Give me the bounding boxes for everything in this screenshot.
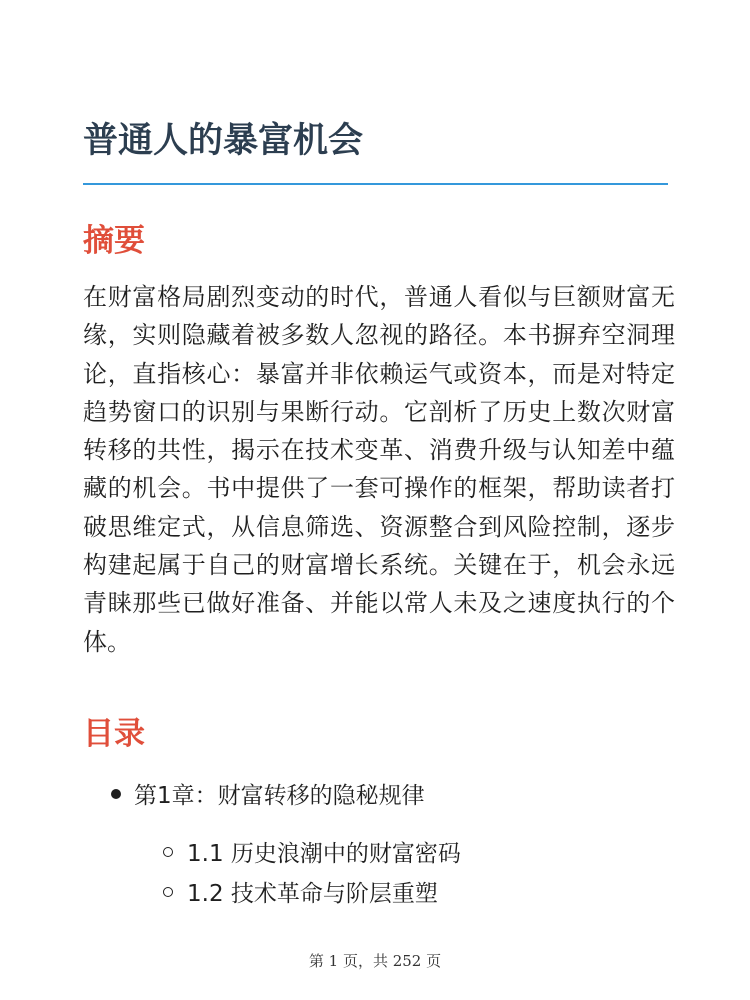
circle-bullet-icon	[163, 847, 173, 857]
toc-section-1-1	[163, 836, 461, 872]
bullet-icon	[111, 789, 121, 799]
circle-bullet-icon	[163, 887, 173, 897]
summary-paragraph: 在财富格局剧烈变动的时代，普通人看似与巨额财富无缘，实则隐藏着被多数人忽视的路径。本书摒弃空洞理论，直指核心：暴富并非依赖运气或资本，而是对特定趋势窗口的识别与果断行动。它剖析了历史上数次财富转移的共性，揭示在技术变革、消费升级与认知差中蕴藏的机会。书中提供了一套可操作的框架，帮助读者打破思维定式，从信息筛选、资源整合到风险控制，逐步构建起属于自己的财富增长系统。关键在于，机会永远青睐那些已做好准备、并能以常人未及之速度执行的个体。	[83, 283, 675, 656]
toc-section-label: 1.2 技术革命与阶层重塑	[187, 881, 438, 907]
toc-section-1-2	[163, 876, 438, 912]
summary-heading: 摘要	[83, 223, 145, 259]
toc-heading: 目录	[83, 716, 145, 752]
toc-chapter-1	[111, 778, 425, 814]
page-title: 普通人的暴富机会	[83, 121, 364, 161]
page-footer: 第 1 页，共 252 页	[308, 952, 442, 970]
title-divider	[83, 183, 668, 185]
toc-chapter-label: 第1章：财富转移的隐秘规律	[134, 783, 425, 809]
toc-section-label: 1.1 历史浪潮中的财富密码	[187, 841, 461, 867]
